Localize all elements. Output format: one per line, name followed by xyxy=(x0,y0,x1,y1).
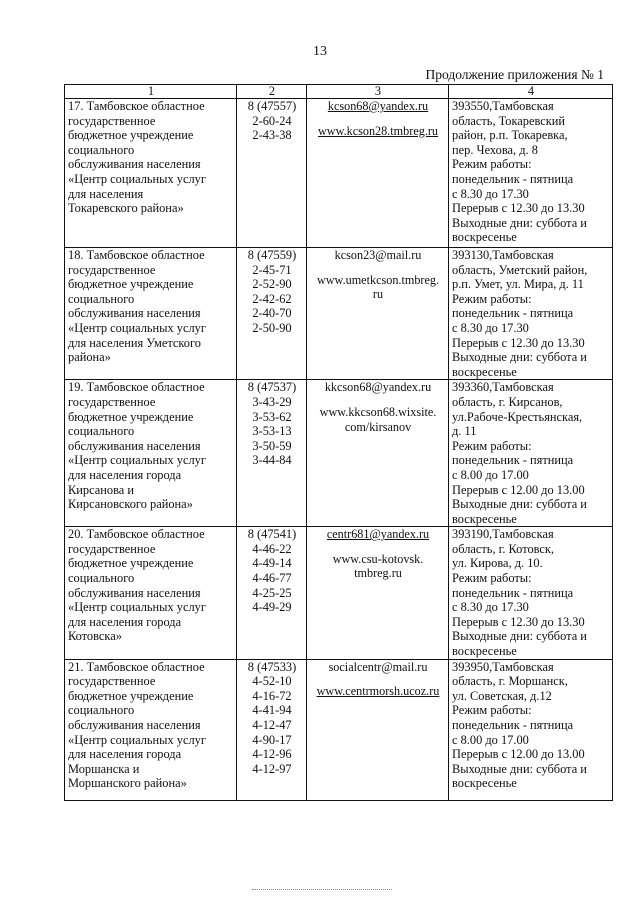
phone-number: 2-43-38 xyxy=(252,128,292,143)
address-line: Режим работы: xyxy=(452,157,532,172)
address-line: с 8.30 до 17.30 xyxy=(452,600,529,615)
organization-name-line: Моршанска и xyxy=(68,761,140,776)
phone-area-code: 8 (47557) xyxy=(247,99,297,113)
organization-name-line: 18. Тамбовское областное xyxy=(68,248,205,262)
organization-name-cell xyxy=(65,380,237,527)
address-line: с 8.00 до 17.00 xyxy=(452,467,529,482)
organization-name-line: для населения города xyxy=(68,467,182,482)
phone-area-code: 8 (47559) xyxy=(247,248,297,262)
organization-name-cell xyxy=(65,99,237,248)
address-line: воскресенье xyxy=(452,776,517,791)
address-line: Выходные дни: суббота и xyxy=(452,629,587,644)
address-line: воскресенье xyxy=(452,511,517,526)
address-line: Перерыв с 12.00 до 13.00 xyxy=(452,482,585,497)
website-link[interactable]: com/kirsanov xyxy=(344,419,412,434)
table-header-row xyxy=(65,85,613,99)
organization-name-cell xyxy=(65,248,237,380)
organization-name-line: социального xyxy=(68,571,135,586)
phones-cell xyxy=(237,527,307,659)
phone-number: 4-12-96 xyxy=(252,747,292,762)
phone-number: 4-16-72 xyxy=(252,688,292,703)
organization-name-line: Кирсанова и xyxy=(68,482,134,497)
organization-name-line: бюджетное учреждение xyxy=(68,409,194,424)
address-schedule-cell xyxy=(449,99,613,248)
phone-number: 3-50-59 xyxy=(252,438,292,453)
address-line: район, р.п. Токаревка, xyxy=(452,128,568,143)
address-line: ул.Рабоче-Крестьянская, xyxy=(452,409,583,424)
phone-number: 3-53-13 xyxy=(252,424,292,439)
organization-name-line: Кирсановского района» xyxy=(68,497,193,512)
address-line: Перерыв с 12.30 до 13.30 xyxy=(452,201,585,216)
address-line: Режим работы: xyxy=(452,438,532,453)
address-line: Выходные дни: суббота и xyxy=(452,215,587,230)
address-schedule-cell xyxy=(449,527,613,659)
organization-name-line: обслуживания населения xyxy=(68,718,201,732)
address-line: понедельник - пятница xyxy=(452,718,574,732)
address-schedule-cell xyxy=(449,659,613,800)
address-line: воскресенье xyxy=(452,644,517,659)
address-line: ул. Кирова, д. 10. xyxy=(452,556,543,571)
column-header-4: 4 xyxy=(449,85,613,99)
address-line: Режим работы: xyxy=(452,291,532,306)
phone-number: 4-49-14 xyxy=(252,556,292,571)
address-line: Перерыв с 12.30 до 13.30 xyxy=(452,614,585,629)
phone-number: 4-25-25 xyxy=(252,585,292,600)
organization-name-line: «Центр социальных услуг xyxy=(68,171,206,186)
website-link[interactable]: www.centrmorsh.ucoz.ru xyxy=(316,684,440,699)
organization-name-line: 19. Тамбовское областное xyxy=(68,380,205,395)
address-line: пер. Чехова, д. 8 xyxy=(452,142,538,157)
phone-number: 2-60-24 xyxy=(252,113,292,128)
phone-number: 4-49-29 xyxy=(252,600,292,615)
organization-name-cell xyxy=(65,527,237,659)
address-line: область, г. Моршанск, xyxy=(452,674,568,689)
phone-number: 4-41-94 xyxy=(252,703,292,718)
organization-name-line: обслуживания населения xyxy=(68,585,201,600)
website-link[interactable]: ru xyxy=(372,287,384,302)
organization-name-line: социального xyxy=(68,703,135,718)
email-link[interactable]: kcson68@yandex.ru xyxy=(327,99,429,113)
organization-name-line: государственное xyxy=(68,674,156,689)
organization-name-line: Котовска» xyxy=(68,629,122,644)
address-line: 393130,Тамбовская xyxy=(452,248,554,262)
phone-area-code: 8 (47537) xyxy=(247,380,297,395)
address-line: ул. Советская, д.12 xyxy=(452,688,552,703)
organization-name-line: Токаревского района» xyxy=(68,201,184,216)
address-line: Перерыв с 12.00 до 13.00 xyxy=(452,747,585,762)
contacts-cell xyxy=(307,380,449,527)
phone-area-code: 8 (47533) xyxy=(247,659,297,674)
address-line: 393360,Тамбовская xyxy=(452,380,554,395)
phone-number: 2-42-62 xyxy=(252,291,292,306)
organization-name-line: Моршанского района» xyxy=(68,776,187,791)
spacer xyxy=(310,263,446,273)
contacts-cell xyxy=(307,659,449,800)
appendix-continuation-label: Продолжение приложения № 1 xyxy=(425,67,604,82)
column-header-3: 3 xyxy=(307,85,449,99)
organization-name-line: социального xyxy=(68,142,135,157)
address-line: понедельник - пятница xyxy=(452,171,574,186)
organization-name-line: для населения xyxy=(68,186,144,201)
spacer xyxy=(310,542,446,552)
organization-name-line: 21. Тамбовское областное xyxy=(68,659,205,674)
website-link[interactable]: www.umetkcson.tmbreg. xyxy=(316,272,440,287)
phone-area-code: 8 (47541) xyxy=(247,527,297,542)
spacer xyxy=(310,674,446,684)
address-line: Режим работы: xyxy=(452,703,532,718)
address-line: область, Токаревский xyxy=(452,113,566,128)
organization-name-line: государственное xyxy=(68,113,156,128)
footer-scan-mark xyxy=(252,889,392,891)
address-line: Выходные дни: суббота и xyxy=(452,761,587,776)
website-link[interactable]: www.kkcson68.wixsite. xyxy=(319,404,437,419)
phone-number: 3-43-29 xyxy=(252,394,292,409)
website-link[interactable]: tmbreg.ru xyxy=(354,566,402,581)
phone-number: 2-40-70 xyxy=(252,306,292,321)
table-row xyxy=(65,380,613,527)
organization-name-line: для населения Уметского xyxy=(68,335,201,350)
contacts-cell xyxy=(307,99,449,248)
organization-name-line: бюджетное учреждение xyxy=(68,277,194,292)
address-line: понедельник - пятница xyxy=(452,306,574,321)
organization-name-line: социального xyxy=(68,424,135,439)
organization-name-line: «Центр социальных услуг xyxy=(68,453,206,468)
organization-name-line: «Центр социальных услуг xyxy=(68,732,206,747)
address-line: Выходные дни: суббота и xyxy=(452,497,587,512)
address-line: область, г. Котовск, xyxy=(452,541,555,556)
address-line: понедельник - пятница xyxy=(452,453,574,468)
address-schedule-cell xyxy=(449,248,613,380)
address-line: воскресенье xyxy=(452,364,517,379)
contacts-cell xyxy=(307,248,449,380)
website-link[interactable]: www.kcson28.tmbreg.ru xyxy=(317,123,439,138)
organizations-table xyxy=(64,84,613,801)
address-line: 393550,Тамбовская xyxy=(452,99,554,113)
organization-name-line: бюджетное учреждение xyxy=(68,688,194,703)
email-link[interactable]: socialcentr@mail.ru xyxy=(328,659,428,674)
address-line: с 8.00 до 17.00 xyxy=(452,732,529,747)
organization-name-line: 17. Тамбовское областное xyxy=(68,99,205,113)
column-header-1: 1 xyxy=(65,85,237,99)
page-number: 13 xyxy=(313,44,327,59)
phone-number: 2-50-90 xyxy=(252,320,292,335)
organization-name-line: обслуживания населения xyxy=(68,157,201,172)
organization-name-line: 20. Тамбовское областное xyxy=(68,527,205,542)
address-line: 393190,Тамбовская xyxy=(452,527,554,542)
address-line: воскресенье xyxy=(452,230,517,245)
address-line: область, г. Кирсанов, xyxy=(452,394,563,409)
address-line: понедельник - пятница xyxy=(452,585,574,600)
phones-cell xyxy=(237,659,307,800)
organization-name-line: «Центр социальных услуг xyxy=(68,320,206,335)
organization-name-line: обслуживания населения xyxy=(68,438,201,453)
phones-cell xyxy=(237,99,307,248)
organization-name-line: бюджетное учреждение xyxy=(68,128,194,143)
organization-name-line: «Центр социальных услуг xyxy=(68,600,206,615)
address-line: 393950,Тамбовская xyxy=(452,659,554,674)
phone-number: 2-52-90 xyxy=(252,277,292,292)
phone-number: 4-12-47 xyxy=(252,718,292,732)
organization-name-line: бюджетное учреждение xyxy=(68,556,194,571)
table-row xyxy=(65,659,613,800)
email-link[interactable]: kkcson68@yandex.ru xyxy=(324,380,432,395)
organization-name-line: социального xyxy=(68,291,135,306)
address-line: область, Уметский район, xyxy=(452,262,588,277)
address-line: д. 11 xyxy=(452,424,477,439)
table-row xyxy=(65,248,613,380)
column-header-2: 2 xyxy=(237,85,307,99)
organization-name-line: государственное xyxy=(68,262,156,277)
contacts-cell xyxy=(307,527,449,659)
address-schedule-cell xyxy=(449,380,613,527)
phone-number: 4-46-77 xyxy=(252,571,292,586)
organization-name-line: для населения города xyxy=(68,747,182,762)
phone-number: 4-90-17 xyxy=(252,732,292,747)
phone-number: 3-53-62 xyxy=(252,409,292,424)
phones-cell xyxy=(237,380,307,527)
table-row xyxy=(65,527,613,659)
address-line: Режим работы: xyxy=(452,571,532,586)
organization-name-line: района» xyxy=(68,350,111,365)
website-link[interactable]: www.csu-kotovsk. xyxy=(332,551,424,566)
organization-name-line: государственное xyxy=(68,541,156,556)
table-row xyxy=(65,99,613,248)
spacer xyxy=(310,114,446,124)
email-link[interactable]: kcson23@mail.ru xyxy=(334,248,422,262)
address-line: Выходные дни: суббота и xyxy=(452,350,587,365)
phone-number: 2-45-71 xyxy=(252,262,292,277)
email-link[interactable]: centr681@yandex.ru xyxy=(326,527,430,542)
phones-cell xyxy=(237,248,307,380)
phone-number: 4-12-97 xyxy=(252,761,292,776)
phone-number: 4-46-22 xyxy=(252,541,292,556)
organization-name-line: государственное xyxy=(68,394,156,409)
address-line: Перерыв с 12.30 до 13.30 xyxy=(452,335,585,350)
phone-number: 4-52-10 xyxy=(252,674,292,689)
spacer xyxy=(310,395,446,405)
organization-name-line: для населения города xyxy=(68,614,182,629)
address-line: с 8.30 до 17.30 xyxy=(452,320,529,335)
address-line: р.п. Умет, ул. Мира, д. 11 xyxy=(452,277,584,292)
address-line: с 8.30 до 17.30 xyxy=(452,186,529,201)
phone-number: 3-44-84 xyxy=(252,453,292,468)
organization-name-cell xyxy=(65,659,237,800)
organization-name-line: обслуживания населения xyxy=(68,306,201,321)
